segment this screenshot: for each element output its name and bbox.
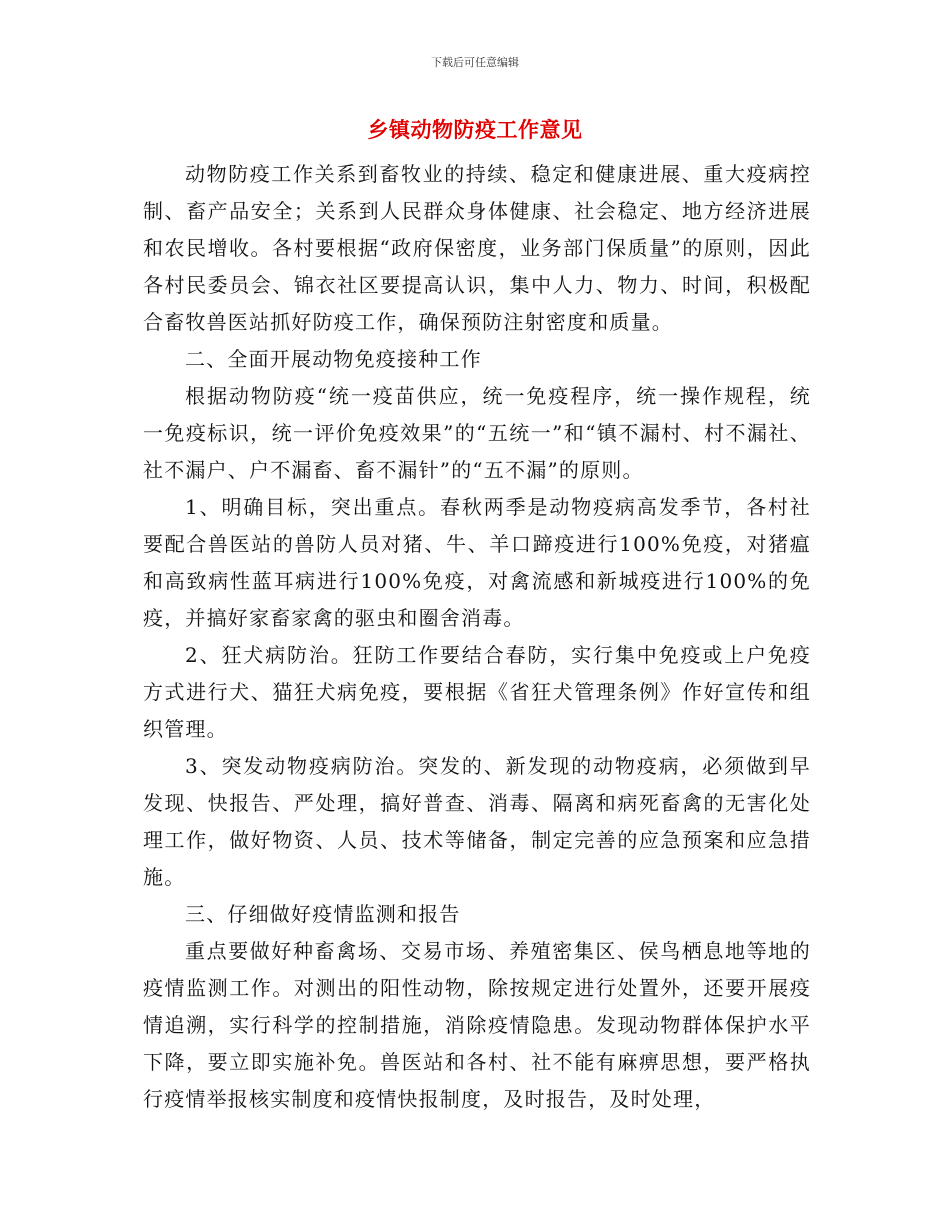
document-body (143, 156, 811, 1118)
paragraph-monitoring: 重点要做好种畜禽场、交易市场、养殖密集区、侯鸟栖息地等地的疫情监测工作。对测出的阳性动物，除按规定进行处置外，还要开展疫情追溯，实行科学的控制措施，消除疫情隐患。发现动物群体保护水平下降，要立即实施补免。兽医站和各村、社不能有麻痹思想，要严格执行疫情举报核实制度和疫情快报制度，及时报告，及时处理， (143, 939, 811, 1111)
header-note: 下载后可任意编辑 (431, 56, 519, 69)
paragraph-item-3: 3、突发动物疫病防治。突发的、新发现的动物疫病，必须做到早发现、快报告、严处理，搞好普查、消毒、隔离和病死畜禽的无害化处理工作，做好物资、人员、技术等储备，制定完善的应急预案和应急措施。 (143, 754, 811, 889)
section-heading-2: 二、全面开展动物免疫接种工作 (185, 347, 482, 371)
paragraph-item-2: 2、狂犬病防治。狂防工作要结合春防，实行集中免疫或上户免疫方式进行犬、猫狂犬病免疫，要根据《省狂犬管理条例》作好宣传和组织管理。 (143, 643, 811, 741)
paragraph-item-1: 1、明确目标，突出重点。春秋两季是动物疫病高发季节，各村社要配合兽医站的兽防人员对猪、牛、羊口蹄疫进行100%免疫，对猪瘟和高致病性蓝耳病进行100%免疫，对禽流感和新城疫进行100%的免疫，并搞好家畜家禽的驱虫和圈舍消毒。 (143, 495, 811, 630)
section-heading-3: 三、仔细做好疫情监测和报告 (185, 902, 461, 926)
document-title: 乡镇动物防疫工作意见 (367, 118, 583, 142)
paragraph-principles: 根据动物防疫“统一疫苗供应，统一免疫程序，统一操作规程，统一免疫标识，统一评价免疫效果”的“五统一”和“镇不漏村、村不漏社、社不漏户、户不漏畜、畜不漏针”的“五不漏”的原则。 (143, 384, 811, 482)
paragraph-intro: 动物防疫工作关系到畜牧业的持续、稳定和健康进展、重大疫病控制、畜产品安全；关系到人民群众身体健康、社会稳定、地方经济进展和农民增收。各村要根据“政府保密度，业务部门保质量”的原则，因此各村民委员会、锦衣社区要提高认识，集中人力、物力、时间，积极配合畜牧兽医站抓好防疫工作，确保预防注射密度和质量。 (143, 162, 811, 334)
